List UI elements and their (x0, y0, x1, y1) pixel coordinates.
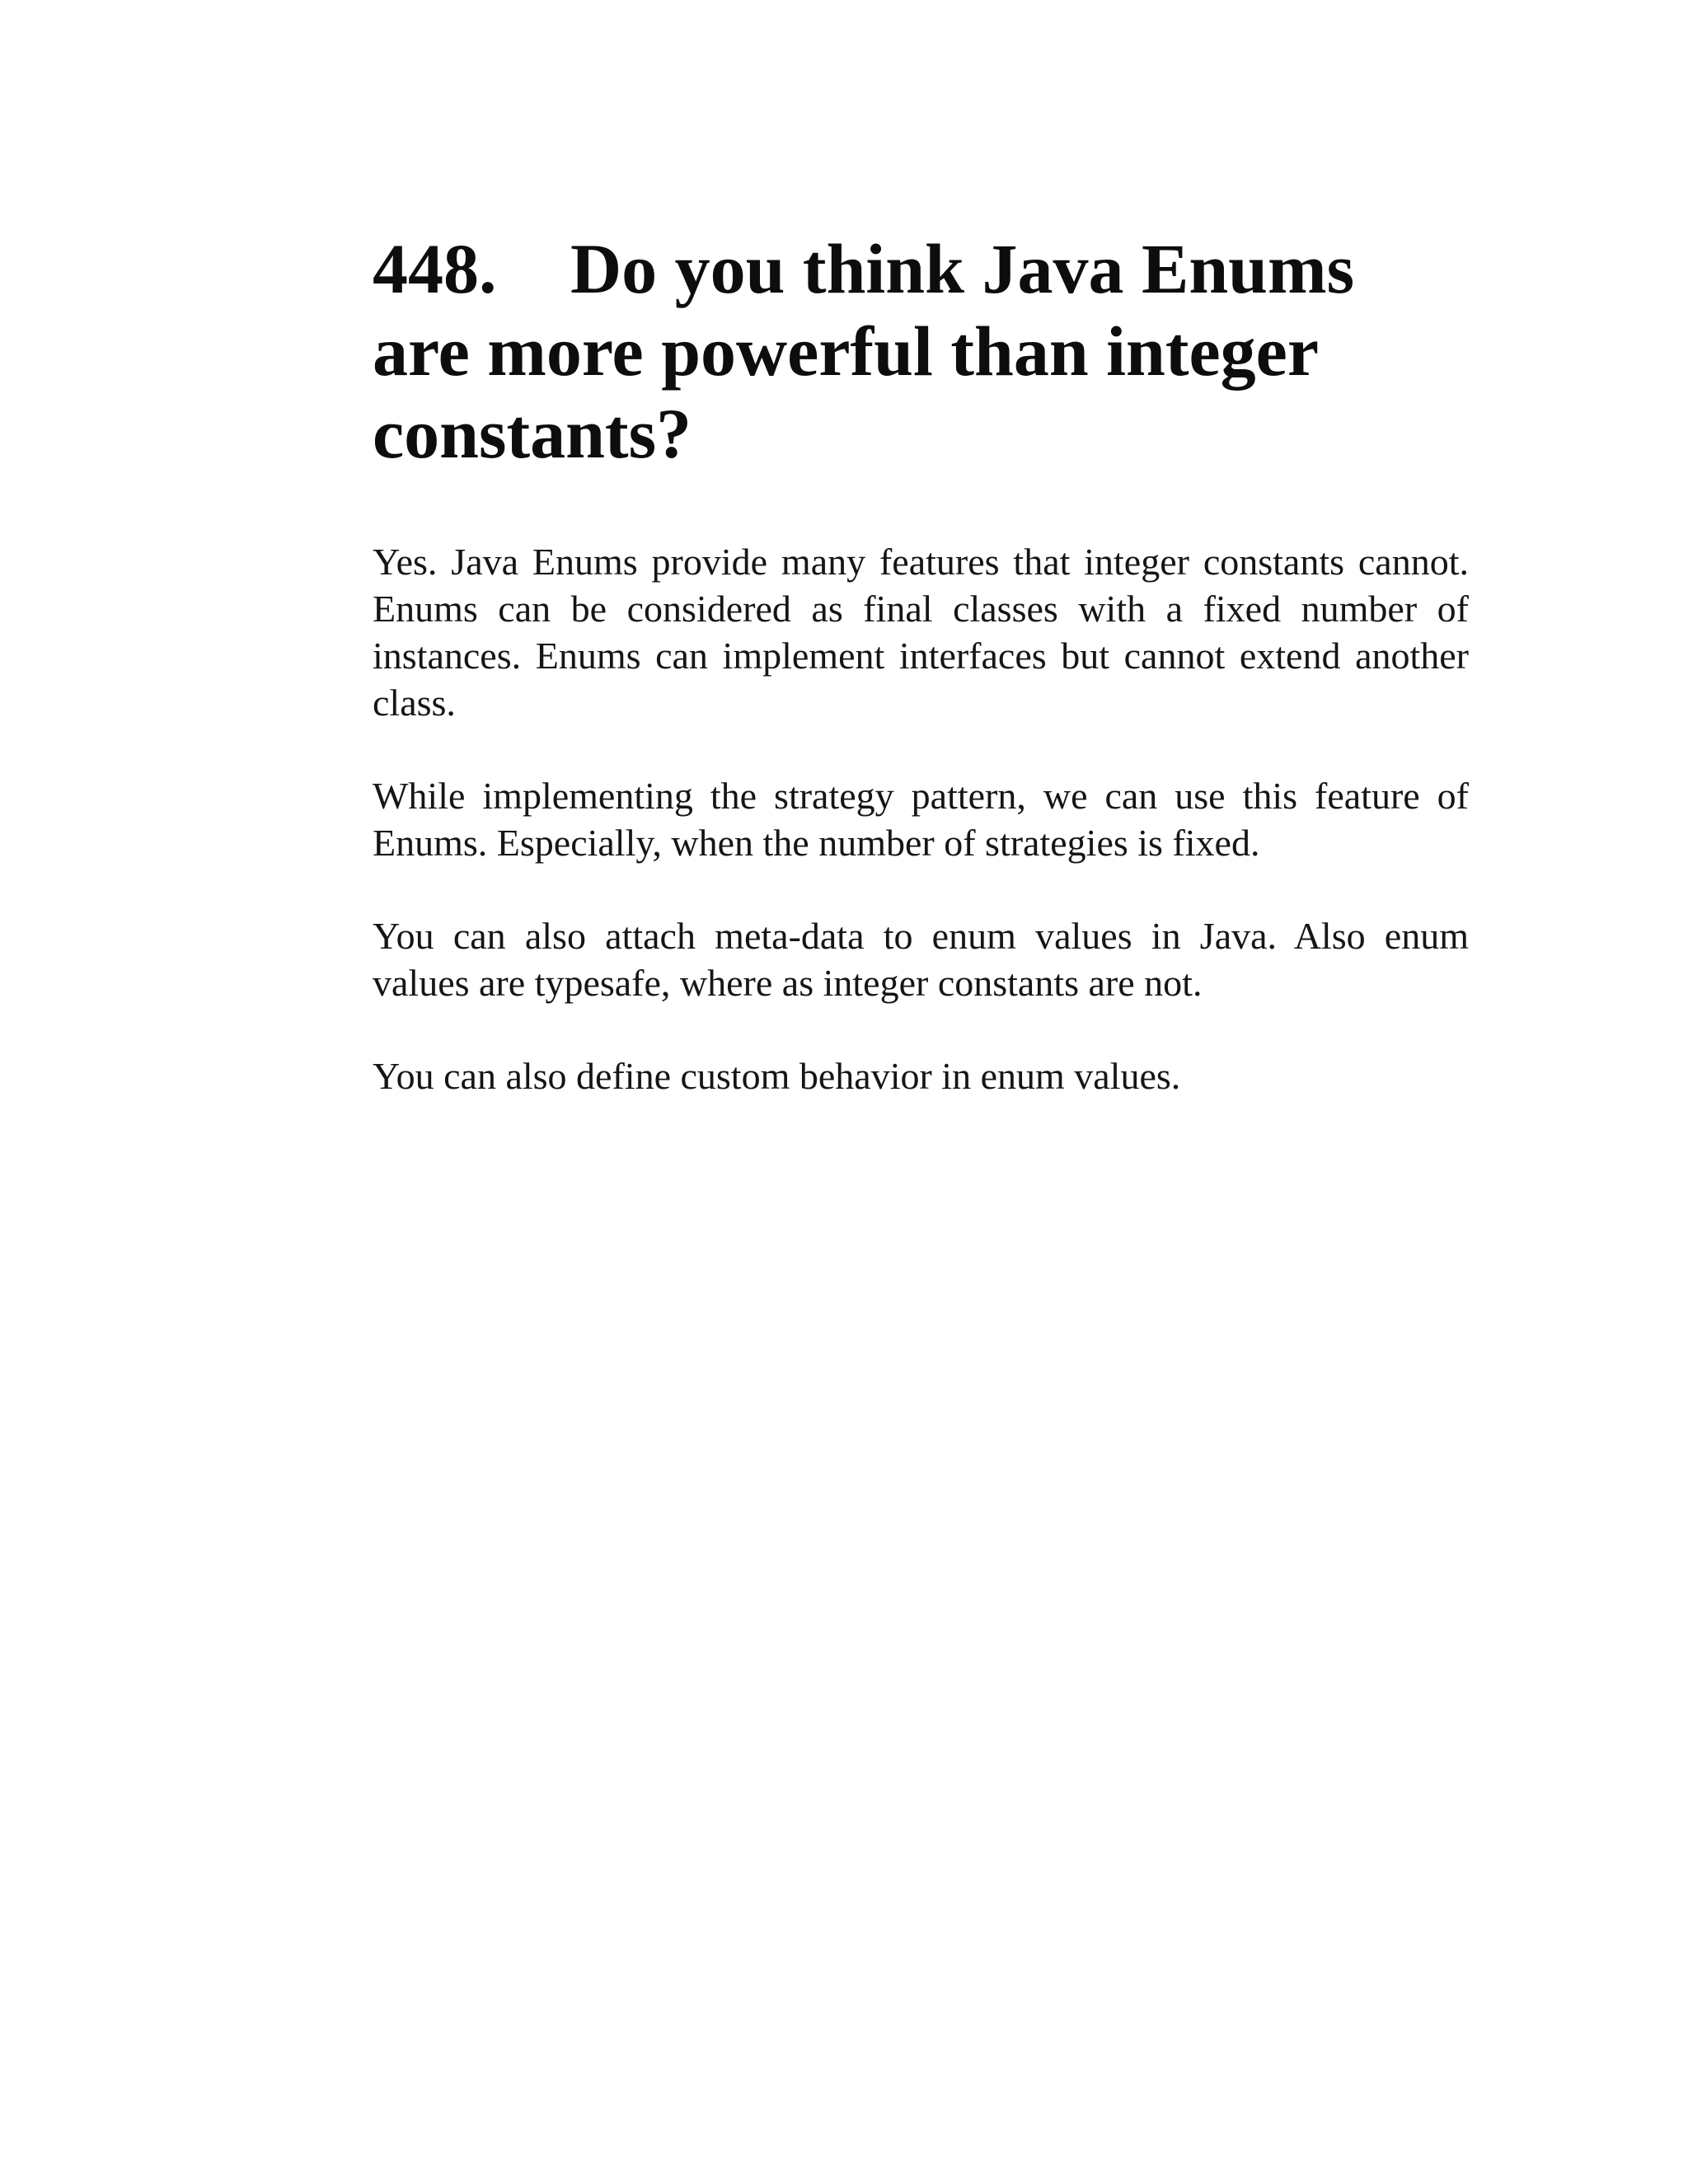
question-title: Do you think Java Enums are more powerful than integer constants? (373, 229, 1355, 473)
question-heading (373, 227, 1469, 475)
answer-paragraph-2: While implementing the strategy pattern, we can use this feature of Enums. Especially, when the number of strategies is fixed. (373, 775, 1469, 864)
page-content (373, 227, 1469, 1099)
answer-paragraph-1: Yes. Java Enums provide many features that integer constants cannot. Enums can be considered as final classes with a fixed number of instances. Enums can implement interfaces but cannot extend another class. (373, 541, 1469, 724)
question-number: 448. (373, 229, 497, 308)
answer-paragraph-3: You can also attach meta-data to enum values in Java. Also enum values are typesafe, where as integer constants are not. (373, 915, 1469, 1004)
answer-paragraph-4: You can also define custom behavior in enum values. (373, 1055, 1181, 1097)
